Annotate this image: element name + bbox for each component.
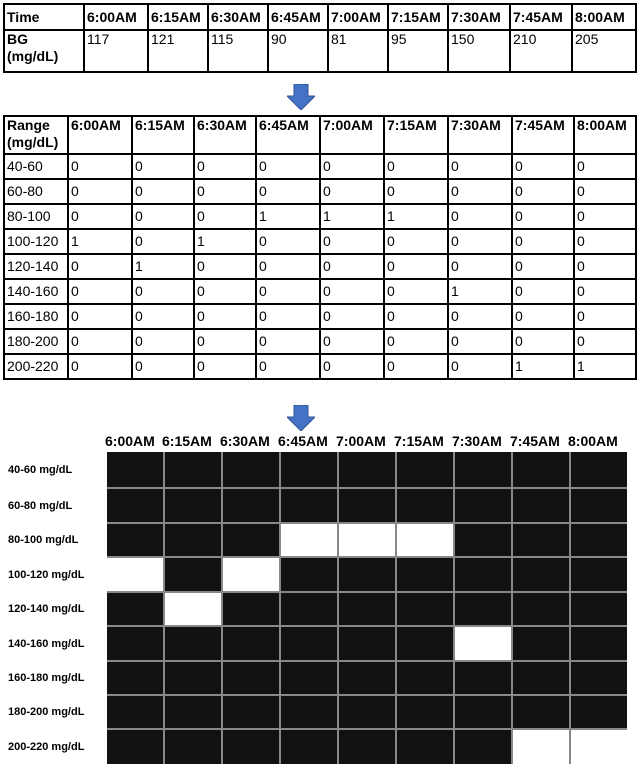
range-value-cell: 0 bbox=[512, 254, 574, 279]
heatmap-row-label: 180-200 mg/dL bbox=[8, 706, 85, 718]
heatmap-cell bbox=[281, 558, 337, 591]
range-value-cell: 0 bbox=[574, 229, 636, 254]
range-binary-table bbox=[3, 115, 637, 380]
heatmap-cell bbox=[571, 593, 627, 625]
heatmap-cell bbox=[165, 696, 221, 728]
heatmap-cell bbox=[571, 730, 627, 764]
time-header-cell: 7:15AM bbox=[384, 116, 448, 154]
heatmap-row-label: 120-140 mg/dL bbox=[8, 603, 85, 615]
heatmap-cell bbox=[223, 696, 279, 728]
range-value-cell: 0 bbox=[320, 329, 384, 354]
heatmap-cell bbox=[165, 524, 221, 556]
range-header-label: Range (mg/dL) bbox=[4, 116, 68, 154]
range-row bbox=[4, 204, 636, 229]
heatmap-cell bbox=[107, 593, 163, 625]
heatmap-cell bbox=[455, 662, 511, 694]
heatmap-row-label: 80-100 mg/dL bbox=[8, 534, 79, 546]
heatmap-cell bbox=[107, 627, 163, 660]
time-header-cell: 8:00AM bbox=[572, 4, 636, 30]
bg-value-cell: 205 bbox=[572, 30, 636, 72]
heatmap-cell bbox=[281, 489, 337, 522]
heatmap-cell bbox=[571, 696, 627, 728]
range-value-cell: 0 bbox=[256, 229, 320, 254]
range-label-cell: 160-180 bbox=[4, 304, 68, 329]
down-arrow-icon bbox=[287, 405, 315, 431]
heatmap-row-label: 200-220 mg/dL bbox=[8, 740, 85, 753]
range-row bbox=[4, 254, 636, 279]
heatmap-cell bbox=[339, 489, 395, 522]
range-value-cell: 0 bbox=[448, 154, 512, 179]
range-header-row bbox=[4, 116, 636, 154]
time-header-cell: 6:00AM bbox=[84, 4, 148, 30]
heatmap-cell bbox=[223, 558, 279, 591]
range-value-cell: 0 bbox=[384, 154, 448, 179]
range-value-cell: 0 bbox=[384, 279, 448, 304]
range-value-cell: 0 bbox=[68, 304, 132, 329]
time-header-cell: 8:00AM bbox=[574, 116, 636, 154]
heatmap-cell bbox=[397, 627, 453, 660]
range-row bbox=[4, 229, 636, 254]
range-value-cell: 0 bbox=[68, 279, 132, 304]
time-header-cell: 6:45AM bbox=[256, 116, 320, 154]
heatmap-cell bbox=[339, 662, 395, 694]
range-value-cell: 0 bbox=[320, 304, 384, 329]
heatmap-cell bbox=[397, 662, 453, 694]
range-value-cell: 0 bbox=[512, 329, 574, 354]
heatmap-row-label: 40-60 mg/dL bbox=[8, 464, 73, 476]
bg-value-cell: 81 bbox=[328, 30, 388, 72]
time-header-cell: 7:45AM bbox=[512, 116, 574, 154]
range-row bbox=[4, 279, 636, 304]
heatmap-cell bbox=[339, 696, 395, 728]
range-label-cell: 180-200 bbox=[4, 329, 68, 354]
heatmap-cell bbox=[281, 593, 337, 625]
range-value-cell: 0 bbox=[194, 254, 256, 279]
range-value-cell: 0 bbox=[68, 329, 132, 354]
range-value-cell: 0 bbox=[68, 154, 132, 179]
heatmap-time-header bbox=[0, 432, 640, 450]
heatmap-cell bbox=[455, 593, 511, 625]
range-value-cell: 0 bbox=[512, 229, 574, 254]
bg-value-cell: 121 bbox=[148, 30, 208, 72]
range-value-cell: 0 bbox=[512, 179, 574, 204]
time-header-cell: 6:15AM bbox=[148, 4, 208, 30]
range-value-cell: 0 bbox=[256, 329, 320, 354]
heatmap-time-label: 7:30AM bbox=[452, 433, 502, 449]
heatmap-cell bbox=[339, 593, 395, 625]
range-value-cell: 0 bbox=[132, 179, 194, 204]
heatmap-cell bbox=[339, 452, 395, 487]
bg-value-cell: 210 bbox=[510, 30, 572, 72]
range-label-cell: 120-140 bbox=[4, 254, 68, 279]
heatmap-cell bbox=[455, 452, 511, 487]
heatmap-cell bbox=[107, 524, 163, 556]
time-header-cell: 7:00AM bbox=[328, 4, 388, 30]
heatmap-cell bbox=[513, 593, 569, 625]
range-value-cell: 0 bbox=[194, 179, 256, 204]
time-header-cell: 6:30AM bbox=[194, 116, 256, 154]
heatmap-cell bbox=[455, 730, 511, 764]
range-value-cell: 0 bbox=[256, 254, 320, 279]
range-value-cell: 0 bbox=[512, 204, 574, 229]
range-value-cell: 0 bbox=[68, 254, 132, 279]
heatmap-cell bbox=[107, 489, 163, 522]
range-value-cell: 0 bbox=[574, 254, 636, 279]
range-value-cell: 0 bbox=[512, 279, 574, 304]
heatmap-time-label: 7:15AM bbox=[394, 433, 444, 449]
heatmap-cell bbox=[513, 627, 569, 660]
range-value-cell: 0 bbox=[194, 354, 256, 379]
range-value-cell: 0 bbox=[384, 354, 448, 379]
heatmap-cell bbox=[281, 524, 337, 556]
range-value-cell: 0 bbox=[256, 304, 320, 329]
range-value-cell: 0 bbox=[194, 329, 256, 354]
heatmap-cell bbox=[107, 558, 163, 591]
range-value-cell: 0 bbox=[448, 354, 512, 379]
range-row bbox=[4, 354, 636, 379]
range-value-cell: 0 bbox=[320, 229, 384, 254]
range-value-cell: 0 bbox=[448, 179, 512, 204]
range-value-cell: 1 bbox=[256, 204, 320, 229]
range-value-cell: 0 bbox=[132, 229, 194, 254]
heatmap-cell bbox=[397, 489, 453, 522]
range-value-cell: 1 bbox=[132, 254, 194, 279]
heatmap-cell bbox=[281, 452, 337, 487]
heatmap-cell bbox=[281, 696, 337, 728]
range-value-cell: 0 bbox=[574, 279, 636, 304]
heatmap-cell bbox=[397, 696, 453, 728]
time-header-cell: 7:30AM bbox=[448, 4, 510, 30]
range-label-cell: 40-60 bbox=[4, 154, 68, 179]
heatmap-cell bbox=[571, 489, 627, 522]
range-value-cell: 0 bbox=[194, 279, 256, 304]
heatmap-cell bbox=[571, 524, 627, 556]
heatmap-cell bbox=[339, 730, 395, 764]
range-value-cell: 0 bbox=[574, 304, 636, 329]
range-value-cell: 0 bbox=[256, 279, 320, 304]
range-value-cell: 0 bbox=[448, 304, 512, 329]
time-header-cell: 7:45AM bbox=[510, 4, 572, 30]
time-header-cell: 6:45AM bbox=[268, 4, 328, 30]
heatmap-time-label: 8:00AM bbox=[568, 433, 618, 449]
time-header-label: Time bbox=[4, 4, 84, 30]
bg-value-cell: 90 bbox=[268, 30, 328, 72]
range-value-cell: 0 bbox=[384, 254, 448, 279]
range-value-cell: 0 bbox=[512, 304, 574, 329]
range-value-cell: 0 bbox=[194, 204, 256, 229]
heatmap-cell bbox=[455, 524, 511, 556]
range-value-cell: 1 bbox=[384, 204, 448, 229]
heatmap-cell bbox=[165, 593, 221, 625]
heatmap-cell bbox=[107, 730, 163, 764]
range-value-cell: 0 bbox=[256, 154, 320, 179]
range-label-cell: 100-120 bbox=[4, 229, 68, 254]
bg-row-label: BG (mg/dL) bbox=[4, 30, 84, 72]
heatmap-cell bbox=[455, 489, 511, 522]
heatmap-row-label: 60-80 mg/dL bbox=[8, 499, 73, 512]
heatmap-cell bbox=[223, 593, 279, 625]
time-header-cell: 7:30AM bbox=[448, 116, 512, 154]
bg-value-cell: 115 bbox=[208, 30, 268, 72]
range-label-cell: 60-80 bbox=[4, 179, 68, 204]
heatmap-grid bbox=[107, 452, 627, 764]
heatmap-cell bbox=[455, 627, 511, 660]
range-value-cell: 0 bbox=[256, 179, 320, 204]
range-value-cell: 0 bbox=[132, 304, 194, 329]
range-value-cell: 0 bbox=[574, 179, 636, 204]
range-value-cell: 0 bbox=[68, 204, 132, 229]
heatmap-time-label: 7:00AM bbox=[336, 433, 386, 449]
range-row bbox=[4, 304, 636, 329]
range-value-cell: 1 bbox=[320, 204, 384, 229]
range-value-cell: 0 bbox=[448, 329, 512, 354]
range-value-cell: 0 bbox=[512, 154, 574, 179]
bg-value-cell: 117 bbox=[84, 30, 148, 72]
range-value-cell: 0 bbox=[68, 354, 132, 379]
heatmap-row-label: 100-120 mg/dL bbox=[8, 568, 85, 581]
range-value-cell: 0 bbox=[132, 354, 194, 379]
heatmap-cell bbox=[223, 730, 279, 764]
heatmap-cell bbox=[281, 730, 337, 764]
time-header-cell: 6:30AM bbox=[208, 4, 268, 30]
range-row bbox=[4, 179, 636, 204]
heatmap-cell bbox=[513, 524, 569, 556]
heatmap-cell bbox=[513, 452, 569, 487]
heatmap-cell bbox=[571, 627, 627, 660]
range-value-cell: 0 bbox=[384, 329, 448, 354]
range-value-cell: 0 bbox=[132, 279, 194, 304]
time-header-cell: 6:15AM bbox=[132, 116, 194, 154]
heatmap-cell bbox=[513, 662, 569, 694]
heatmap-cell bbox=[455, 558, 511, 591]
heatmap-cell bbox=[223, 627, 279, 660]
range-value-cell: 0 bbox=[256, 354, 320, 379]
heatmap-time-label: 6:45AM bbox=[278, 433, 328, 449]
heatmap-cell bbox=[339, 558, 395, 591]
range-value-cell: 0 bbox=[384, 229, 448, 254]
range-label-cell: 200-220 bbox=[4, 354, 68, 379]
range-value-cell: 1 bbox=[448, 279, 512, 304]
range-value-cell: 0 bbox=[574, 154, 636, 179]
heatmap-cell bbox=[223, 452, 279, 487]
range-value-cell: 0 bbox=[384, 179, 448, 204]
range-value-cell: 1 bbox=[194, 229, 256, 254]
bg-readings-table bbox=[3, 3, 637, 73]
range-value-cell: 0 bbox=[320, 279, 384, 304]
range-value-cell: 1 bbox=[512, 354, 574, 379]
heatmap-time-label: 7:45AM bbox=[510, 433, 560, 449]
range-row bbox=[4, 329, 636, 354]
range-value-cell: 1 bbox=[574, 354, 636, 379]
range-value-cell: 0 bbox=[320, 179, 384, 204]
heatmap-cell bbox=[107, 696, 163, 728]
heatmap-time-label: 6:00AM bbox=[105, 433, 155, 449]
time-header-cell: 6:00AM bbox=[68, 116, 132, 154]
range-value-cell: 0 bbox=[448, 204, 512, 229]
heatmap-cell bbox=[397, 524, 453, 556]
range-value-cell: 0 bbox=[574, 329, 636, 354]
heatmap-cell bbox=[397, 452, 453, 487]
heatmap-cell bbox=[165, 489, 221, 522]
range-value-cell: 0 bbox=[132, 204, 194, 229]
heatmap-cell bbox=[165, 662, 221, 694]
bg-values-row bbox=[4, 30, 636, 72]
heatmap-cell bbox=[513, 489, 569, 522]
range-value-cell: 0 bbox=[320, 154, 384, 179]
range-value-cell: 0 bbox=[194, 154, 256, 179]
heatmap-cell bbox=[397, 730, 453, 764]
heatmap-cell bbox=[571, 452, 627, 487]
range-value-cell: 0 bbox=[68, 179, 132, 204]
time-header-row bbox=[4, 4, 636, 30]
heatmap-cell bbox=[165, 558, 221, 591]
time-header-cell: 7:00AM bbox=[320, 116, 384, 154]
heatmap-row-label: 140-160 mg/dL bbox=[8, 637, 85, 650]
heatmap-cell bbox=[455, 696, 511, 728]
range-label-cell: 140-160 bbox=[4, 279, 68, 304]
heatmap-cell bbox=[223, 524, 279, 556]
time-header-cell: 7:15AM bbox=[388, 4, 448, 30]
bg-value-cell: 95 bbox=[388, 30, 448, 72]
bg-value-cell: 150 bbox=[448, 30, 510, 72]
heatmap-cell bbox=[107, 452, 163, 487]
heatmap-row-label: 160-180 mg/dL bbox=[8, 672, 85, 684]
range-label-cell: 80-100 bbox=[4, 204, 68, 229]
heatmap-cell bbox=[223, 662, 279, 694]
heatmap-cell bbox=[165, 627, 221, 660]
heatmap-cell bbox=[281, 662, 337, 694]
heatmap-cell bbox=[281, 627, 337, 660]
range-value-cell: 0 bbox=[132, 329, 194, 354]
range-value-cell: 0 bbox=[384, 304, 448, 329]
range-value-cell: 0 bbox=[194, 304, 256, 329]
heatmap-cell bbox=[165, 452, 221, 487]
heatmap-time-label: 6:15AM bbox=[162, 433, 212, 449]
range-value-cell: 0 bbox=[448, 254, 512, 279]
heatmap-cell bbox=[397, 593, 453, 625]
range-value-cell: 0 bbox=[320, 254, 384, 279]
range-value-cell: 0 bbox=[320, 354, 384, 379]
heatmap-cell bbox=[339, 627, 395, 660]
heatmap-cell bbox=[571, 662, 627, 694]
heatmap-cell bbox=[107, 662, 163, 694]
heatmap-cell bbox=[339, 524, 395, 556]
heatmap-cell bbox=[397, 558, 453, 591]
range-value-cell: 0 bbox=[574, 204, 636, 229]
heatmap-time-label: 6:30AM bbox=[220, 433, 270, 449]
heatmap-cell bbox=[571, 558, 627, 591]
heatmap-cell bbox=[513, 558, 569, 591]
range-row bbox=[4, 154, 636, 179]
heatmap-cell bbox=[223, 489, 279, 522]
range-value-cell: 0 bbox=[448, 229, 512, 254]
heatmap-cell bbox=[513, 730, 569, 764]
heatmap-cell bbox=[165, 730, 221, 764]
down-arrow-icon bbox=[287, 84, 315, 110]
heatmap-cell bbox=[513, 696, 569, 728]
range-value-cell: 0 bbox=[132, 154, 194, 179]
range-value-cell: 1 bbox=[68, 229, 132, 254]
